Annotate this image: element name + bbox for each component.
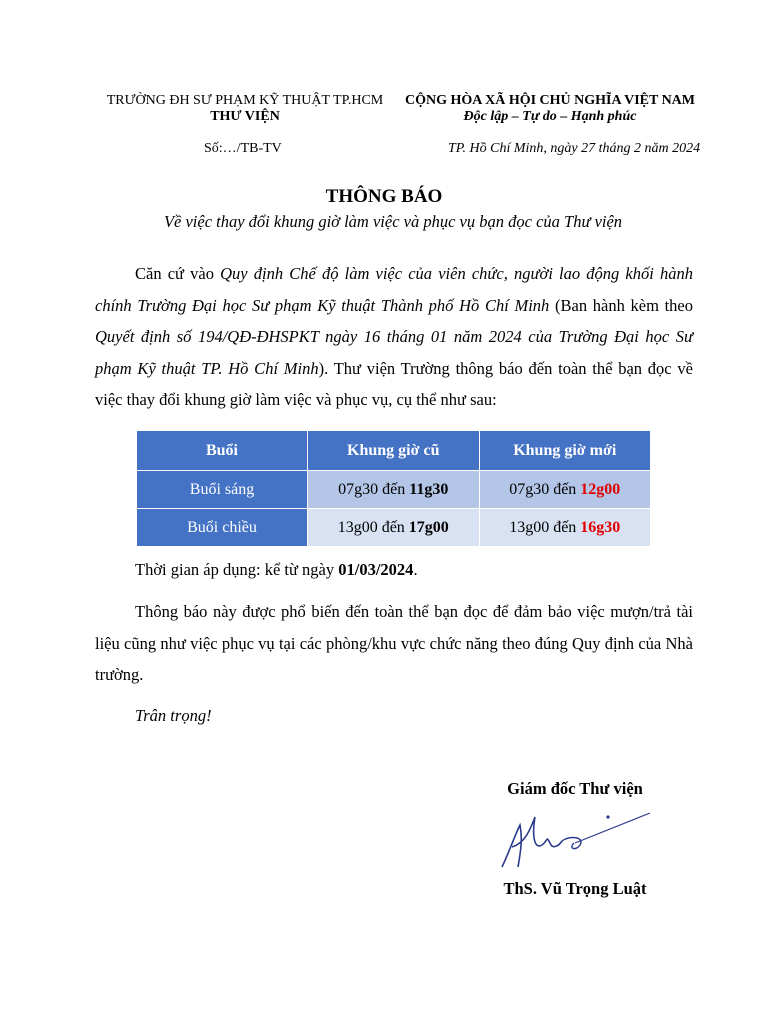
nation-motto: Độc lập – Tự do – Hạnh phúc [463,109,637,124]
signer-position: Giám đốc Thư viện [507,779,643,798]
header-new-hours: Khung giờ mới [479,431,651,471]
nation-block [400,93,700,125]
session-afternoon: Buổi chiều [137,509,308,547]
closing-paragraph [95,596,693,691]
new-end: 12g00 [580,480,621,498]
new-end: 16g30 [580,518,621,536]
notice-title: THÔNG BÁO [325,186,443,207]
table-header-row [137,431,651,471]
effective-suffix: . [413,560,418,579]
effective-date: 01/03/2024 [338,560,414,579]
intro-body: ). Thư viện Trường thông báo đến toàn thể bạn đọc về việc thay đổi khung giờ làm việc và phục vụ, cụ thể như sau: [95,358,693,409]
schedule-table [136,430,651,547]
intro-paragraph [95,258,693,416]
org-block [100,93,390,125]
table-row [137,509,651,547]
intro-issued: (Ban hành kèm theo [549,295,693,315]
regards: Trân trọng! [135,706,212,725]
effective-line [95,554,693,586]
org-library: THƯ VIỆN [210,109,280,124]
effective-prefix: Thời gian áp dụng: kể từ ngày [135,560,339,579]
closing-text: Thông báo này được phổ biến đến toàn thể bạn đọc để đảm bảo việc mượn/trả tài liệu cũng như việc phục vụ tại các phòng/khu vực chức năng theo đúng Quy định của Nhà trường. [95,602,693,684]
old-end: 17g00 [408,518,449,536]
doc-number: Số:…/TB-TV [204,141,282,156]
table-row [137,471,651,509]
old-start: 13g00 đến [337,518,409,536]
header-session: Buổi [137,431,308,471]
old-end: 11g30 [409,480,449,498]
new-start: 13g00 đến [509,518,581,536]
header-old-hours: Khung giờ cũ [308,431,480,471]
intro-lead: Căn cứ vào [135,264,221,283]
session-morning: Buổi sáng [137,471,308,509]
intro-regulation: Quy định Chế độ làm việc của viên chức, người lao động khối hành chính Trường Đại học Sư phạm Kỹ thuật Thành phố Hồ Chí Minh [95,264,693,315]
new-hours-cell [479,509,651,547]
signer-name: ThS. Vũ Trọng Luật [503,879,647,898]
new-hours-cell [479,471,651,509]
new-start: 07g30 đến [509,480,581,498]
old-hours-cell [308,509,480,547]
place-date: TP. Hồ Chí Minh, ngày 27 tháng 2 năm 2024 [448,141,701,156]
notice-subtitle: Về việc thay đổi khung giờ làm việc và phục vụ bạn đọc của Thư viện [163,212,623,231]
intro-decision: Quyết định số 194/QĐ-ĐHSPKT ngày 16 tháng 01 năm 2024 của Trường Đại học Sư phạm Kỹ thuật TP. Hồ Chí Minh [95,327,693,378]
org-university: TRƯỜNG ĐH SƯ PHẠM KỸ THUẬT TP.HCM [106,93,384,108]
old-start: 07g30 đến [338,480,410,498]
nation-name: CỘNG HÒA XÃ HỘI CHỦ NGHĨA VIỆT NAM [404,93,695,108]
old-hours-cell [308,471,480,509]
handwritten-signature [490,805,660,875]
